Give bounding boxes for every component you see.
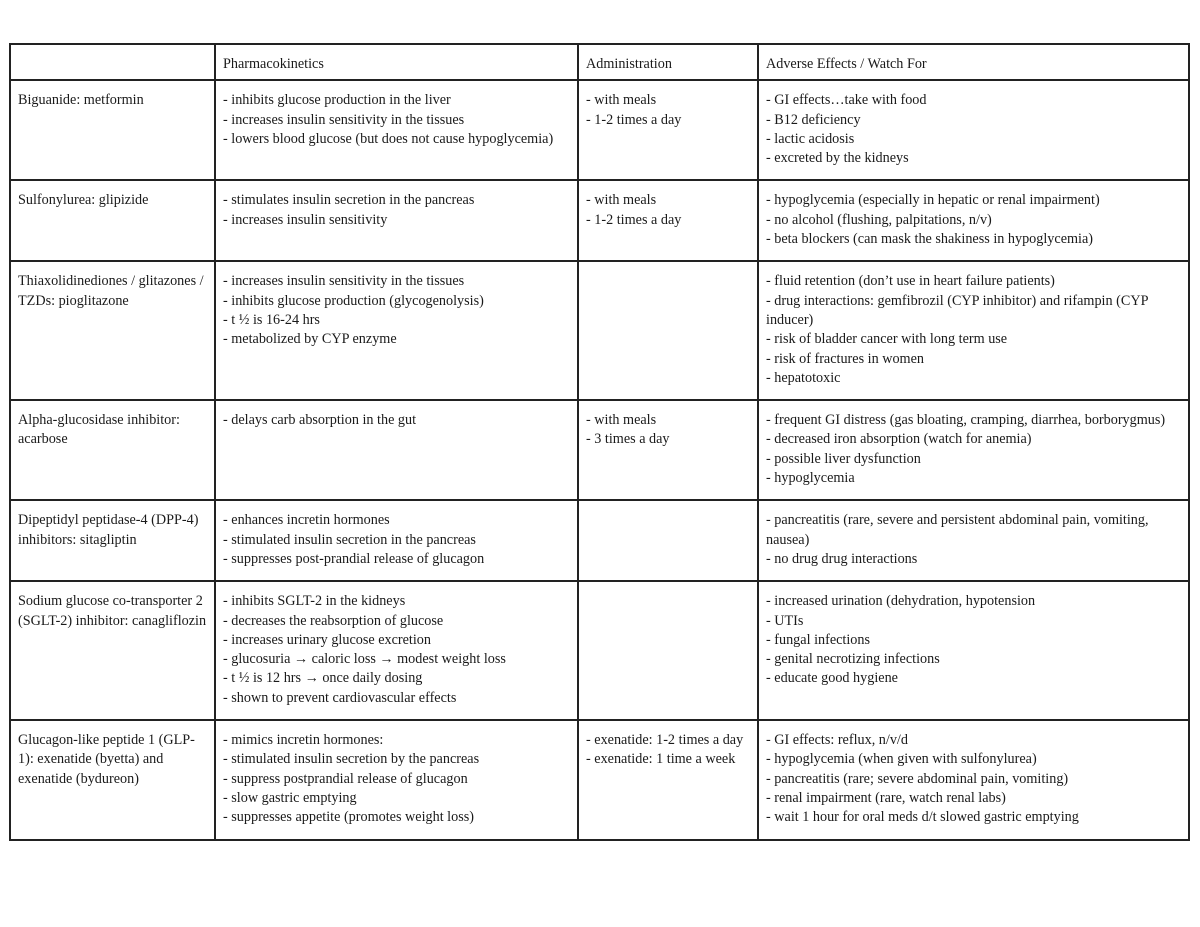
- table-row: [10, 180, 1189, 261]
- cell-line: Thiaxolidinediones / glitazones / TZDs: pioglitazone: [18, 273, 204, 309]
- cell-line: - inhibits glucose production in the liver: [223, 92, 451, 109]
- cell-line: - increases insulin sensitivity in the tissues: [223, 111, 465, 128]
- header-pharmacokinetics: Pharmacokinetics: [215, 44, 578, 80]
- header-row: [10, 44, 1189, 80]
- cell-line: - increases insulin sensitivity: [223, 211, 388, 228]
- adverse-effects-cell: [758, 400, 1189, 500]
- cell-line: - no alcohol (flushing, palpitations, n/v): [766, 211, 992, 228]
- cell-line: - renal impairment (rare, watch renal labs): [766, 789, 1006, 806]
- cell-line: - educate good hygiene: [766, 670, 898, 687]
- cell-line: - possible liver dysfunction: [766, 450, 921, 467]
- administration-cell: [578, 261, 758, 400]
- cell-line: Glucagon-like peptide 1 (GLP-1): exenatide (byetta) and exenatide (bydureon): [18, 732, 195, 787]
- cell-line: - 1-2 times a day: [586, 211, 682, 228]
- cell-line: Sodium glucose co-transporter 2 (SGLT-2) inhibitor: canagliflozin: [18, 593, 207, 629]
- cell-line: - fluid retention (don’t use in heart failure patients): [766, 273, 1055, 290]
- cell-line: - with meals: [586, 92, 657, 109]
- pharmacokinetics-cell: [215, 261, 578, 400]
- table-row: [10, 80, 1189, 180]
- cell-line: - inhibits SGLT-2 in the kidneys: [223, 593, 406, 610]
- cell-line: - stimulates insulin secretion in the pancreas: [223, 192, 475, 209]
- cell-line: - risk of bladder cancer with long term use: [766, 331, 1008, 348]
- cell-line: - suppresses appetite (promotes weight loss): [223, 809, 474, 826]
- cell-line: - beta blockers (can mask the shakiness in hypoglycemia): [766, 231, 1093, 248]
- cell-line: - exenatide: 1 time a week: [586, 751, 736, 768]
- diabetes-drug-table: [9, 43, 1190, 841]
- cell-line: - suppresses post-prandial release of glucagon: [223, 550, 485, 567]
- cell-line: - increased urination (dehydration, hypotension: [766, 593, 1036, 610]
- cell-line: - hypoglycemia (especially in hepatic or renal impairment): [766, 192, 1100, 209]
- cell-line: - drug interactions: gemfibrozil (CYP inhibitor) and rifampin (CYP inducer): [766, 292, 1148, 328]
- cell-line: Biguanide: metformin: [18, 92, 144, 109]
- cell-line: - enhances incretin hormones: [223, 512, 390, 529]
- cell-line: - genital necrotizing infections: [766, 651, 940, 668]
- cell-line: - hypoglycemia: [766, 470, 855, 487]
- table-row: [10, 720, 1189, 839]
- cell-line: - metabolized by CYP enzyme: [223, 331, 397, 348]
- cell-line: - decreased iron absorption (watch for anemia): [766, 431, 1032, 448]
- administration-cell: [578, 720, 758, 839]
- cell-line: - decreases the reabsorption of glucose: [223, 612, 444, 629]
- drug-name-cell: [10, 180, 215, 261]
- table-row: [10, 400, 1189, 500]
- cell-line: - shown to prevent cardiovascular effects: [223, 689, 457, 706]
- cell-line: - lowers blood glucose (but does not cause hypoglycemia): [223, 130, 554, 147]
- administration-cell: [578, 581, 758, 720]
- cell-line: - frequent GI distress (gas bloating, cramping, diarrhea, borborygmus): [766, 412, 1166, 429]
- drug-name-cell: [10, 581, 215, 720]
- header-adverse-effects: Adverse Effects / Watch For: [758, 44, 1189, 80]
- adverse-effects-cell: [758, 261, 1189, 400]
- pharmacokinetics-cell: [215, 400, 578, 500]
- table-body: [10, 80, 1189, 839]
- pharmacokinetics-cell: [215, 180, 578, 261]
- pharmacokinetics-cell: [215, 500, 578, 581]
- cell-line: - mimics incretin hormones:: [223, 732, 384, 749]
- cell-line: Dipeptidyl peptidase-4 (DPP-4) inhibitors: sitagliptin: [18, 512, 199, 548]
- cell-line: Alpha-glucosidase inhibitor: acarbose: [18, 412, 180, 448]
- cell-line: - GI effects: reflux, n/v/d: [766, 732, 908, 749]
- header-drug: [10, 44, 215, 80]
- administration-cell: [578, 500, 758, 581]
- cell-line: - 3 times a day: [586, 431, 670, 448]
- table-row: [10, 500, 1189, 581]
- pharmacokinetics-cell: [215, 581, 578, 720]
- cell-line: - hypoglycemia (when given with sulfonylurea): [766, 751, 1037, 768]
- cell-line: - lactic acidosis: [766, 130, 855, 147]
- administration-cell: [578, 180, 758, 261]
- cell-line: - suppress postprandial release of glucagon: [223, 770, 468, 787]
- drug-name-cell: [10, 500, 215, 581]
- cell-line: - stimulated insulin secretion in the pancreas: [223, 531, 476, 548]
- adverse-effects-cell: [758, 500, 1189, 581]
- cell-line: - with meals: [586, 192, 657, 209]
- cell-line: - fungal infections: [766, 631, 871, 648]
- pharmacokinetics-cell: [215, 720, 578, 839]
- cell-line: - glucosuria → caloric loss → modest weight loss: [223, 651, 506, 668]
- table-header: [10, 44, 1189, 80]
- adverse-effects-cell: [758, 80, 1189, 180]
- drug-name-cell: [10, 400, 215, 500]
- cell-line: - 1-2 times a day: [586, 111, 682, 128]
- cell-line: - with meals: [586, 412, 657, 429]
- cell-line: - B12 deficiency: [766, 111, 861, 128]
- cell-line: - GI effects…take with food: [766, 92, 927, 109]
- administration-cell: [578, 80, 758, 180]
- cell-line: - slow gastric emptying: [223, 789, 357, 806]
- cell-line: - increases urinary glucose excretion: [223, 631, 431, 648]
- cell-line: - risk of fractures in women: [766, 350, 924, 367]
- drug-name-cell: [10, 261, 215, 400]
- cell-line: - increases insulin sensitivity in the tissues: [223, 273, 465, 290]
- cell-line: - no drug drug interactions: [766, 550, 918, 567]
- cell-line: - stimulated insulin secretion by the pancreas: [223, 751, 480, 768]
- drug-name-cell: [10, 720, 215, 839]
- cell-line: - inhibits glucose production (glycogenolysis): [223, 292, 484, 309]
- table-row: [10, 261, 1189, 400]
- cell-line: - pancreatitis (rare; severe abdominal pain, vomiting): [766, 770, 1069, 787]
- cell-line: - pancreatitis (rare, severe and persistent abdominal pain, vomiting, nausea): [766, 512, 1149, 548]
- cell-line: - wait 1 hour for oral meds d/t slowed gastric emptying: [766, 809, 1079, 826]
- cell-line: - exenatide: 1-2 times a day: [586, 732, 744, 749]
- cell-line: - t ½ is 16-24 hrs: [223, 311, 320, 328]
- adverse-effects-cell: [758, 180, 1189, 261]
- cell-line: Sulfonylurea: glipizide: [18, 192, 149, 209]
- cell-line: - t ½ is 12 hrs → once daily dosing: [223, 670, 423, 687]
- administration-cell: [578, 400, 758, 500]
- drug-name-cell: [10, 80, 215, 180]
- header-administration: Administration: [578, 44, 758, 80]
- cell-line: - excreted by the kidneys: [766, 150, 909, 167]
- cell-line: - delays carb absorption in the gut: [223, 412, 417, 429]
- cell-line: - UTIs: [766, 612, 804, 629]
- adverse-effects-cell: [758, 720, 1189, 839]
- adverse-effects-cell: [758, 581, 1189, 720]
- cell-line: - hepatotoxic: [766, 369, 841, 386]
- pharmacokinetics-cell: [215, 80, 578, 180]
- table-row: [10, 581, 1189, 720]
